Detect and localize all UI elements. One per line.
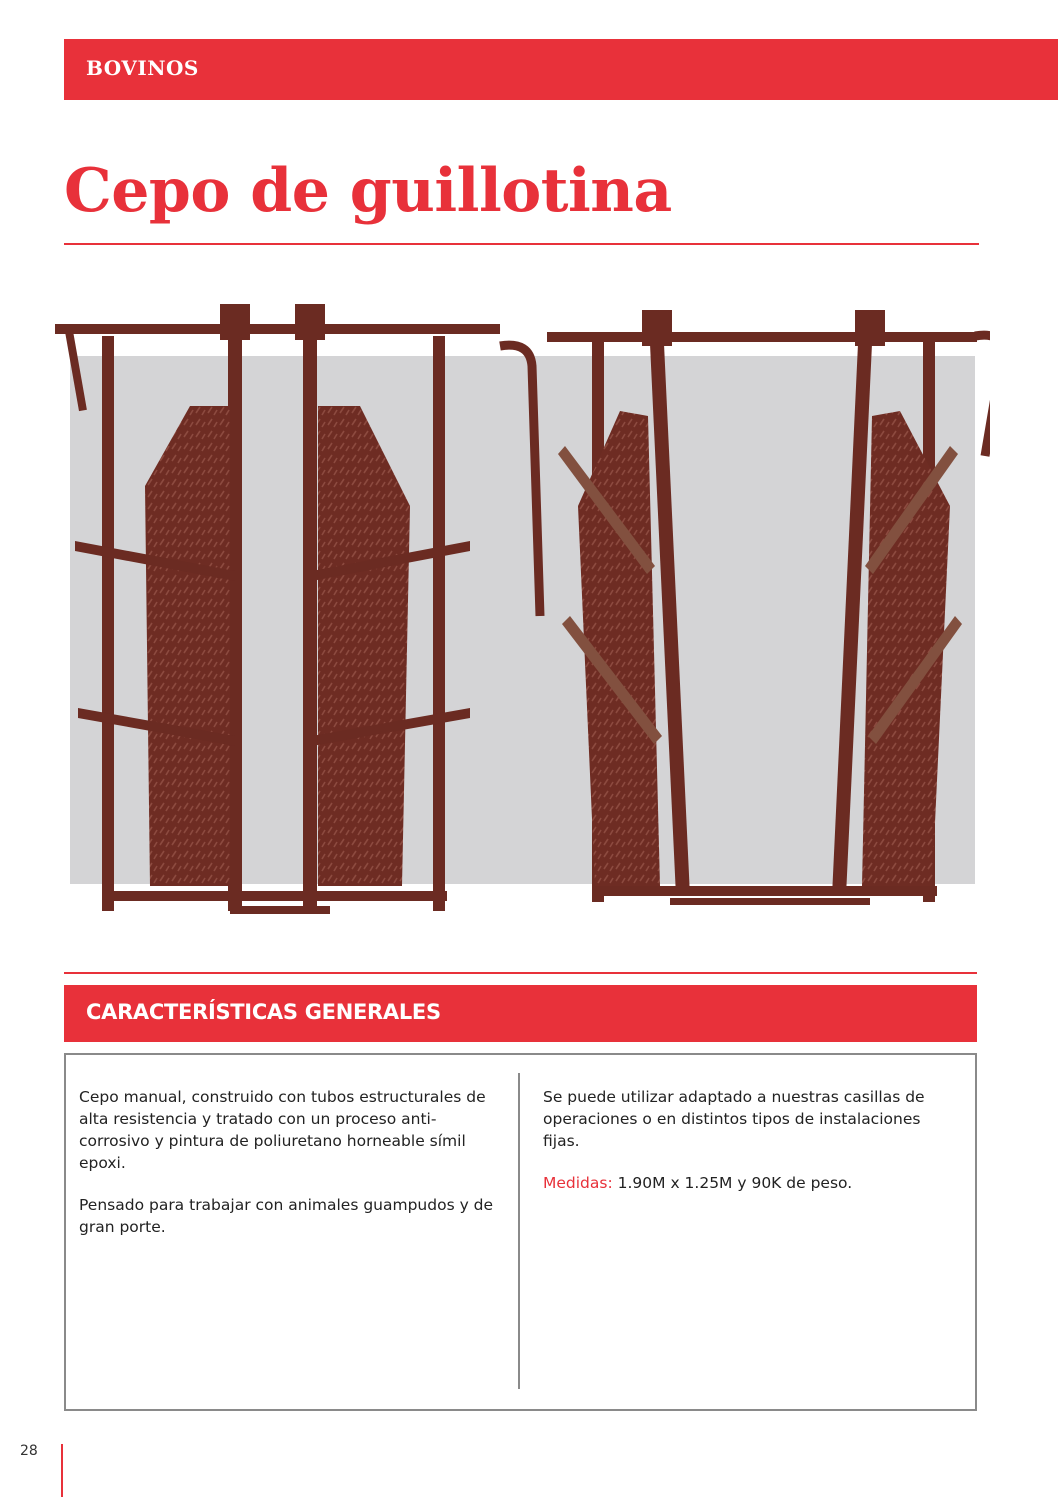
usage-paragraph: Pensado para trabajar con animales guampudos y de gran porte. — [79, 1196, 494, 1236]
features-right-column — [543, 1086, 958, 1214]
features-left-column — [79, 1086, 501, 1258]
title-underline — [64, 243, 979, 245]
installation-paragraph: Se puede utilizar adaptado a nuestras casillas de operaciones o en distintos tipos de instalaciones fijas. — [543, 1088, 925, 1150]
measures-value: 1.90M x 1.25M y 90K de peso. — [612, 1174, 853, 1192]
page-title: Cepo de guillotina — [64, 156, 672, 226]
column-divider — [518, 1073, 520, 1389]
section-divider-line — [64, 972, 977, 974]
measures-paragraph — [543, 1172, 958, 1194]
description-paragraph: Cepo manual, construido con tubos estructurales de alta resistencia y tratado con un proceso anti-corrosivo y pintura de poliuretano horneable símil epoxi. — [79, 1088, 486, 1172]
section-heading: CARACTERÍSTICAS GENERALES — [86, 1000, 441, 1024]
section-heading-bar — [64, 985, 977, 1042]
product-photos — [50, 296, 990, 926]
page-number: 28 — [20, 1443, 38, 1459]
measures-label: Medidas: — [543, 1174, 613, 1192]
section-header-bar — [64, 39, 1058, 100]
section-header-label: BOVINOS — [86, 56, 199, 80]
page-marker-line — [61, 1444, 63, 1497]
